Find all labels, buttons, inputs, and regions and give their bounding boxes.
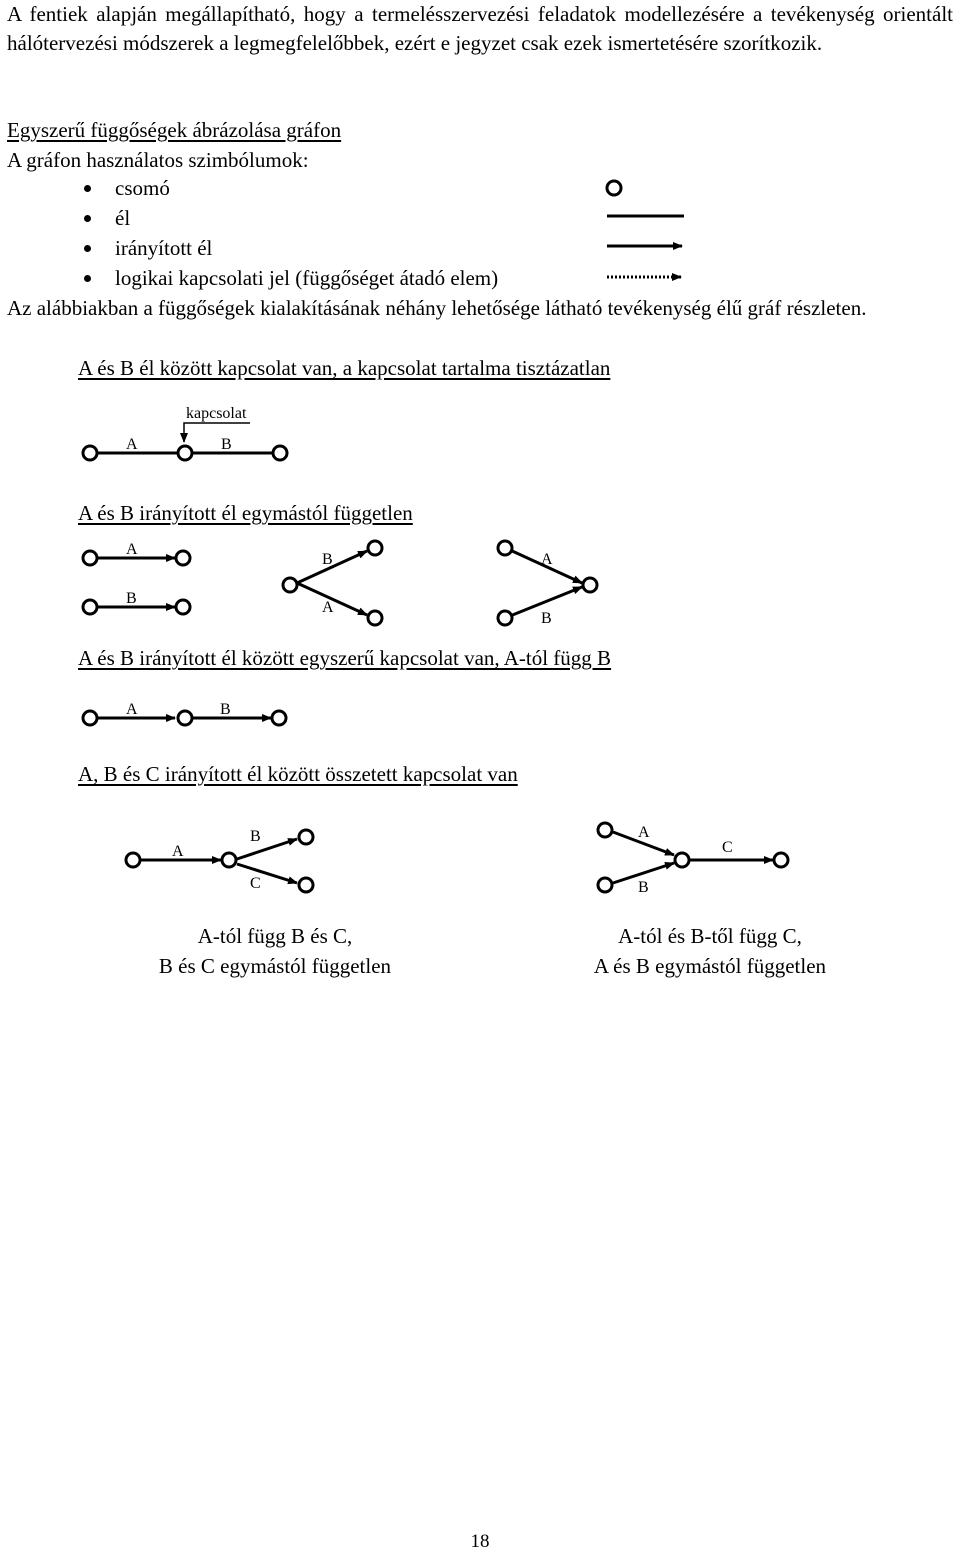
node-icon	[126, 853, 140, 867]
caption-left-line1: A-tól függ B és C,	[197, 924, 353, 948]
node-icon	[675, 853, 689, 867]
node-icon	[83, 600, 97, 614]
symbol-item-directed-edge: irányított él	[115, 236, 213, 260]
caption-left	[130, 921, 420, 981]
node-symbol-icon	[607, 181, 621, 195]
caption-right	[540, 921, 880, 981]
node-icon	[498, 541, 512, 555]
node-icon	[774, 853, 788, 867]
independent-edges-diagram	[0, 530, 960, 630]
symbol-item-edge: él	[115, 206, 131, 230]
dependencies-intro: Az alábbiakban a függőségek kialakításának néhány lehetősége látható tevékenység élű gráf részleten.	[7, 296, 867, 320]
label-a: A	[126, 436, 138, 453]
label-b: B	[250, 828, 261, 845]
simple-dependency-diagram	[0, 690, 960, 740]
label-kapcsolat: kapcsolat	[186, 405, 247, 422]
node-icon	[583, 578, 597, 592]
compound-dependency-diagram	[0, 815, 960, 915]
case-heading: A, B és C irányított él között összetett kapcsolat van	[78, 762, 518, 786]
node-icon	[368, 541, 382, 555]
intro-paragraph: A fentiek alapján megállapítható, hogy a termelésszervezési feladatok modellezésére a tevékenység orientált hálótervezési módszerek a legmegfelelőbbek, ezért e jegyzet csak ezek ismertetésére szorítkozik.	[7, 2, 953, 55]
node-icon	[176, 600, 190, 614]
link-pointer-icon	[184, 423, 250, 442]
label-a: A	[541, 551, 553, 568]
label-a: A	[638, 824, 650, 841]
label-c: C	[250, 875, 261, 892]
label-a: A	[322, 599, 334, 616]
label-b: B	[220, 701, 231, 718]
node-icon	[299, 878, 313, 892]
node-icon	[83, 711, 97, 725]
node-icon	[299, 830, 313, 844]
node-icon	[83, 551, 97, 565]
node-icon	[368, 611, 382, 625]
label-a: A	[126, 541, 138, 558]
node-icon	[178, 446, 192, 460]
label-c: C	[722, 839, 733, 856]
case-heading: A és B irányított él között egyszerű kapcsolat van, A-tól függ B	[78, 646, 612, 670]
symbol-item-logical-link: logikai kapcsolati jel (függőséget átadó elem)	[115, 266, 499, 290]
node-icon	[283, 578, 297, 592]
caption-right-line1: A-tól és B-től függ C,	[618, 924, 802, 948]
node-icon	[222, 853, 236, 867]
section-title: Egyszerű függőségek ábrázolása gráfon	[7, 118, 342, 142]
label-b: B	[541, 610, 552, 627]
node-icon	[498, 611, 512, 625]
case-heading: A és B él között kapcsolat van, a kapcsolat tartalma tisztázatlan	[78, 356, 611, 380]
case-heading: A és B irányított él egymástól független	[78, 501, 413, 525]
symbols-intro: A gráfon használatos szimbólumok:	[7, 148, 309, 172]
node-icon	[598, 823, 612, 837]
node-icon	[178, 711, 192, 725]
symbol-legend-diagram	[0, 0, 960, 300]
node-icon	[598, 878, 612, 892]
node-icon	[273, 446, 287, 460]
label-b: B	[322, 551, 333, 568]
label-a: A	[126, 701, 138, 718]
label-b: B	[221, 436, 232, 453]
label-b: B	[638, 879, 649, 896]
page-number: 18	[470, 1531, 490, 1552]
node-icon	[83, 446, 97, 460]
node-icon	[176, 551, 190, 565]
caption-left-line2: B és C egymástól független	[158, 954, 392, 978]
symbol-item-node: csomó	[115, 176, 170, 200]
undirected-link-diagram	[0, 390, 960, 470]
label-b: B	[126, 590, 137, 607]
label-a: A	[172, 843, 184, 860]
caption-right-line2: A és B egymástól független	[593, 954, 827, 978]
node-icon	[272, 711, 286, 725]
